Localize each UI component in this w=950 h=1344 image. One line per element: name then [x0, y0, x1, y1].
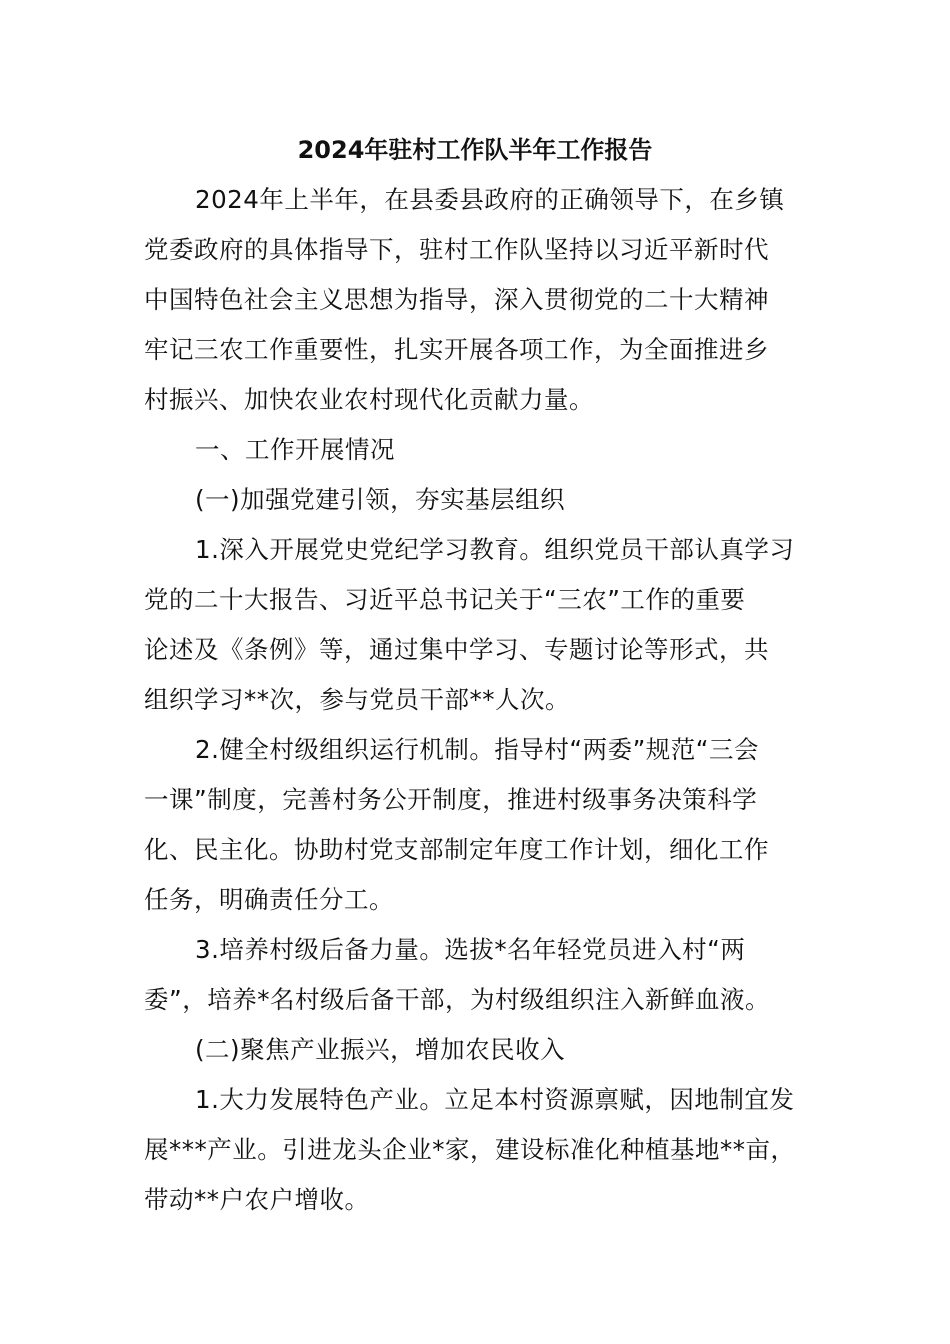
paragraph-line: 任务，明确责任分工。: [144, 885, 394, 914]
paragraph-line: 2024年上半年，在县委县政府的正确领导下，在乡镇: [195, 185, 785, 214]
paragraph-line: 委”，培养*名村级后备干部，为村级组织注入新鲜血液。: [144, 985, 770, 1014]
paragraph-line: 党的二十大报告、习近平总书记关于“三农”工作的重要: [144, 585, 746, 614]
paragraph-line: 1.深入开展党史党纪学习教育。组织党员干部认真学习: [195, 535, 795, 564]
paragraph-line: 中国特色社会主义思想为指导，深入贯彻党的二十大精神: [144, 285, 769, 314]
paragraph-line: 党委政府的具体指导下，驻村工作队坚持以习近平新时代: [144, 235, 769, 264]
paragraph-line: 2.健全村级组织运行机制。指导村“两委”规范“三会: [195, 735, 759, 764]
section-heading: 一、工作开展情况: [195, 435, 395, 464]
paragraph-line: 组织学习**次，参与党员干部**人次。: [144, 685, 570, 714]
subsection-heading: (二)聚焦产业振兴，增加农民收入: [195, 1035, 566, 1064]
paragraph-line: 村振兴、加快农业农村现代化贡献力量。: [144, 385, 594, 414]
paragraph-line: 牢记三农工作重要性，扎实开展各项工作，为全面推进乡: [144, 335, 769, 364]
paragraph-line: 展***产业。引进龙头企业*家，建设标准化种植基地**亩，: [144, 1135, 796, 1164]
paragraph-line: 3.培养村级后备力量。选拔*名年轻党员进入村“两: [195, 935, 746, 964]
paragraph-line: 一课”制度，完善村务公开制度，推进村级事务决策科学: [144, 785, 758, 814]
paragraph-line: 化、民主化。协助村党支部制定年度工作计划，细化工作: [144, 835, 769, 864]
paragraph-line: 1.大力发展特色产业。立足本村资源禀赋，因地制宜发: [195, 1085, 795, 1114]
document-title: 2024年驻村工作队半年工作报告: [297, 136, 653, 164]
paragraph-line: 论述及《条例》等，通过集中学习、专题讨论等形式，共: [144, 635, 769, 664]
subsection-heading: (一)加强党建引领，夯实基层组织: [195, 485, 566, 514]
paragraph-line: 带动**户农户增收。: [144, 1185, 370, 1214]
